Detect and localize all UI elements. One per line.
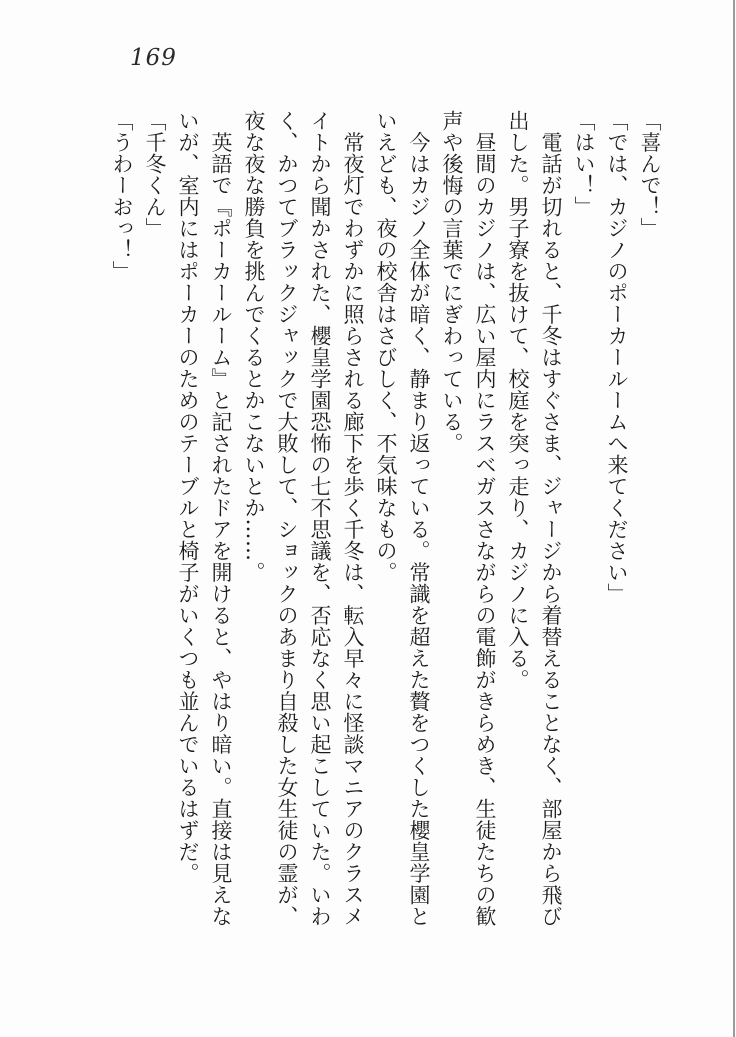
text-line: 昼間のカジノは、広い屋内にラスベガスさながらの電飾がきらめき、生徒たちの歓 (473, 110, 497, 927)
text-line: 常夜灯でわずかに照らされる廊下を歩く千冬は、転入早々に怪談マニアのクラスメ (341, 110, 365, 927)
text-line: いえども、夜の校舎はさびしく、不気味なもの。 (374, 110, 398, 583)
page-number: 169 (130, 45, 177, 71)
page-edge-line (733, 0, 735, 1037)
text-line: 今はカジノ全体が暗く、静まり返っている。常識を超えた贅をつくした櫻皇学園と (407, 110, 431, 927)
text-line: 出した。男子寮を抜けて、校庭を突っ走り、カジノに入る。 (506, 110, 530, 691)
body-text (105, 110, 666, 934)
text-line: 声や後悔の言葉でにぎわっている。 (440, 110, 464, 454)
text-line: 電話が切れると、千冬はすぐさま、ジャージから着替えることなく、部屋から飛び (539, 110, 563, 927)
text-line: く、かつてブラックジャックで大敗して、ショックのあまり自殺した女生徒の霊が、 (275, 110, 299, 927)
text-line: 「はい！」 (572, 110, 596, 218)
text-line: イトから聞かされた、櫻皇学園恐怖の七不思議を、否応なく思い起こしていた。いわ (308, 110, 332, 927)
text-line: いが、室内にはポーカーのためのテーブルと椅子がいくつも並んでいるはずだ。 (176, 110, 200, 884)
text-line: 「では、カジノのポーカールームへ来てください」 (605, 110, 629, 605)
text-line: 「喜んで！」 (638, 110, 662, 239)
text-line: 英語で『ポーカールーム』と記されたドアを開けると、やはり暗い。直接は見えな (209, 110, 233, 927)
text-line: 夜な夜な勝負を挑んでくるとかこないとか……。 (242, 110, 266, 583)
text-line: 「うわーおっ！」 (110, 110, 134, 282)
text-line: 「千冬くん」 (143, 110, 167, 239)
